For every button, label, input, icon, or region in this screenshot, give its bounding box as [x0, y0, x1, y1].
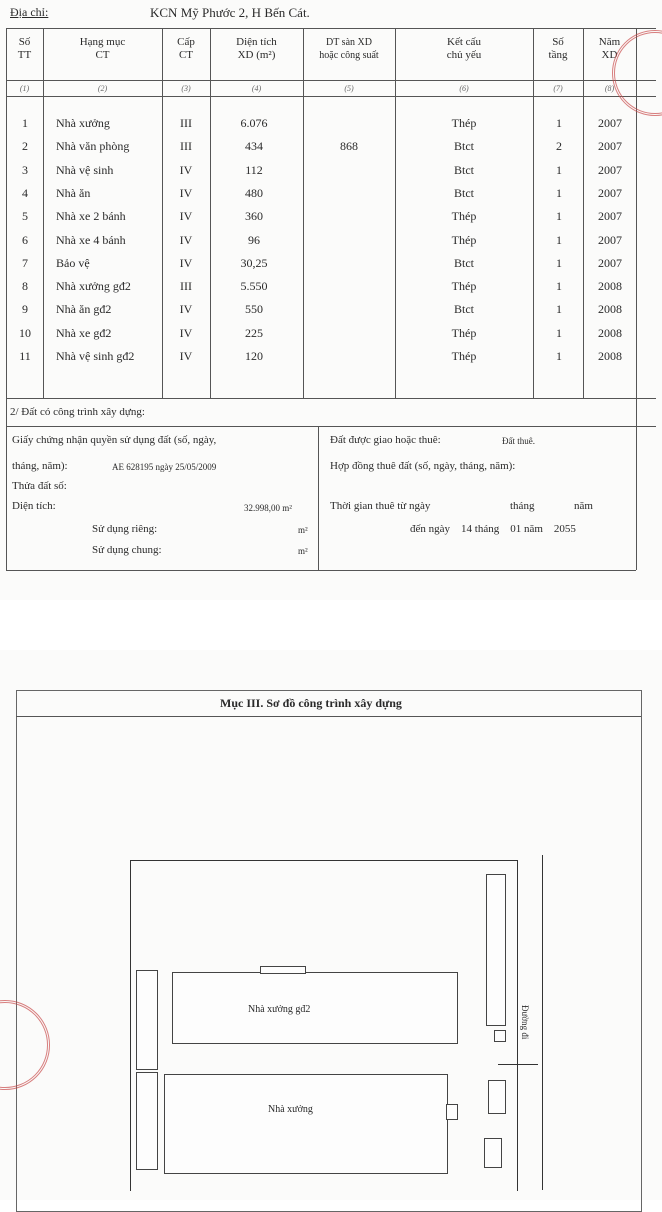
- row-grade: IV: [179, 232, 193, 247]
- row-stt: 1: [22, 116, 28, 130]
- row-area: 112: [245, 162, 263, 177]
- header-structure: Kết cấu chủ yếu: [446, 36, 482, 61]
- area-label: Diện tích:: [12, 500, 56, 512]
- column-index: (3): [181, 84, 191, 93]
- private-use-unit: m²: [298, 525, 308, 535]
- certificate-label-2: tháng, năm):: [12, 460, 68, 472]
- row-structure: Btct: [454, 255, 474, 270]
- row-grade: IV: [179, 162, 193, 177]
- row-area: 434: [245, 139, 263, 154]
- shared-use-label: Sử dụng chung:: [92, 544, 162, 556]
- row-structure: Thép: [451, 232, 477, 247]
- row-structure: Thép: [451, 325, 477, 340]
- header-year: Năm XD: [598, 36, 621, 61]
- row-year: 2007: [598, 185, 622, 200]
- header-divider: [6, 80, 656, 81]
- row-stt: 10: [19, 325, 31, 340]
- row-floor-area: 868: [340, 139, 358, 154]
- building-workshop: [164, 1074, 448, 1174]
- index-divider: [6, 96, 656, 97]
- lease-from-month: tháng: [510, 500, 535, 512]
- row-grade: IV: [179, 255, 193, 270]
- row-area: 480: [245, 185, 263, 200]
- row-stt: 8: [22, 279, 28, 294]
- header-grade: Cấp CT: [177, 36, 195, 61]
- row-year: 2008: [598, 302, 622, 317]
- row-floors: 1: [556, 162, 562, 177]
- lease-from-year: năm: [574, 500, 593, 512]
- shed-left-top: [136, 970, 158, 1070]
- shed-left-bottom: [136, 1072, 158, 1170]
- row-structure: Thép: [451, 116, 477, 130]
- table-top-border: [6, 28, 656, 29]
- small-building: [484, 1138, 502, 1168]
- row-structure: Thép: [451, 279, 477, 294]
- document-page-1: [0, 0, 662, 600]
- row-floors: 1: [556, 185, 562, 200]
- row-grade: IV: [179, 185, 193, 200]
- row-grade: IV: [179, 349, 193, 363]
- row-grade: III: [180, 279, 192, 294]
- row-year: 2007: [598, 162, 622, 177]
- row-floors: 1: [556, 279, 562, 294]
- row-area: 225: [245, 325, 263, 340]
- row-stt: 3: [22, 162, 28, 177]
- row-floors: 1: [556, 232, 562, 247]
- header-area: Diện tích XD (m²): [236, 36, 277, 61]
- row-name: Nhà xe gđ2: [56, 325, 112, 340]
- allocation-label: Đất được giao hoặc thuê:: [330, 434, 441, 446]
- area-value: 32.998,00 m²: [244, 503, 292, 513]
- row-stt: 2: [22, 139, 28, 154]
- building-workshop-phase2-label: Nhà xưởng gđ2: [248, 1004, 311, 1015]
- row-year: 2008: [598, 349, 622, 363]
- row-grade: III: [180, 139, 192, 154]
- allocation-value: Đất thuê.: [502, 436, 535, 446]
- column-index: (2): [97, 84, 108, 93]
- certificate-value: AE 628195 ngày 25/05/2009: [112, 462, 217, 472]
- address-value: KCN Mỹ Phước 2, H Bến Cát.: [150, 5, 310, 20]
- shed-right: [486, 874, 506, 1026]
- column-index: (7): [553, 84, 563, 93]
- shared-use-unit: m²: [298, 546, 308, 556]
- row-year: 2007: [598, 139, 622, 154]
- row-name: Nhà ăn gđ2: [56, 302, 112, 317]
- row-grade: IV: [179, 209, 193, 224]
- row-area: 120: [245, 349, 263, 363]
- row-stt: 5: [22, 209, 28, 224]
- section2-divider: [6, 426, 656, 427]
- row-floors: 1: [556, 116, 562, 130]
- row-name: Nhà xưởng gđ2: [56, 279, 131, 294]
- section2-col-divider: [318, 426, 319, 570]
- column-index: (6): [459, 84, 469, 93]
- row-grade: IV: [179, 325, 193, 340]
- building-workshop-label: Nhà xưởng: [268, 1104, 313, 1115]
- column-index: (8): [604, 84, 615, 93]
- road-label: Đường đi: [520, 1005, 530, 1040]
- row-structure: Btct: [454, 139, 474, 154]
- row-area: 550: [245, 302, 263, 317]
- row-structure: Btct: [454, 162, 474, 177]
- diagram-title-divider: [16, 716, 641, 717]
- row-area: 96: [248, 232, 260, 247]
- row-name: Nhà văn phòng: [56, 139, 130, 154]
- row-structure: Thép: [451, 349, 477, 363]
- road-line: [542, 855, 543, 1190]
- row-area: 30,25: [240, 255, 268, 270]
- private-use-label: Sử dụng riêng:: [92, 523, 158, 535]
- column-index: (1): [19, 84, 30, 93]
- header-floor-area: DT sàn XD hoặc công suất: [319, 37, 379, 61]
- header-stt: Số TT: [17, 36, 32, 61]
- row-year: 2008: [598, 279, 622, 294]
- row-floors: 1: [556, 255, 562, 270]
- row-grade: III: [180, 116, 192, 130]
- section-title-land: 2/ Đất có công trình xây dựng:: [10, 406, 145, 418]
- row-area: 6.076: [240, 116, 268, 130]
- row-year: 2007: [598, 232, 622, 247]
- address-label: Địa chỉ:: [10, 5, 49, 19]
- row-year: 2008: [598, 325, 622, 340]
- document-page-2: [0, 650, 662, 1200]
- road-connector: [498, 1064, 538, 1065]
- row-floors: 1: [556, 349, 562, 363]
- table-left-border: [6, 28, 7, 570]
- building-workshop-phase2: [172, 972, 458, 1044]
- row-structure: Btct: [454, 302, 474, 317]
- row-stt: 4: [22, 185, 28, 200]
- header-floors: Số tầng: [548, 36, 568, 61]
- row-name: Nhà vệ sinh gđ2: [56, 349, 135, 363]
- annex-small: [260, 966, 306, 974]
- row-floors: 1: [556, 209, 562, 224]
- row-name: Nhà ăn: [56, 185, 91, 200]
- plot-label: Thửa đất số:: [12, 480, 67, 492]
- row-structure: Btct: [454, 185, 474, 200]
- header-name: Hạng mục CT: [79, 36, 126, 61]
- lease-contract-label: Hợp đồng thuê đất (số, ngày, tháng, năm):: [330, 460, 516, 472]
- page-gap: [0, 600, 662, 650]
- row-name: Nhà xưởng: [56, 116, 110, 130]
- certificate-label: Giấy chứng nhận quyền sử dụng đất (số, ngày,: [12, 434, 217, 446]
- row-year: 2007: [598, 209, 622, 224]
- row-stt: 9: [22, 302, 28, 317]
- annex-door: [446, 1104, 458, 1120]
- row-name: Nhà vệ sinh: [56, 162, 114, 177]
- row-stt: 11: [19, 349, 31, 363]
- row-grade: IV: [179, 302, 193, 317]
- row-name: Bảo vệ: [56, 255, 90, 270]
- section2-bottom-border: [6, 570, 636, 571]
- row-year: 2007: [598, 116, 622, 130]
- row-year: 2007: [598, 255, 622, 270]
- row-floors: 1: [556, 302, 562, 317]
- row-area: 5.550: [240, 279, 268, 294]
- diagram-title: Mục III. Sơ đồ công trình xây dựng: [220, 696, 402, 710]
- lease-to-text: đến ngày 14 tháng 01 năm 2055: [410, 523, 576, 535]
- lease-from-label: Thời gian thuê từ ngày: [330, 500, 431, 512]
- column-index: (5): [344, 84, 354, 93]
- row-floors: 1: [556, 325, 562, 340]
- row-name: Nhà xe 2 bánh: [56, 209, 126, 224]
- row-structure: Thép: [451, 209, 477, 224]
- row-stt: 7: [22, 255, 28, 270]
- row-stt: 6: [22, 232, 28, 247]
- row-area: 360: [245, 209, 263, 224]
- row-name: Nhà xe 4 bánh: [56, 232, 126, 247]
- row-floors: 2: [556, 139, 562, 154]
- table-bottom-border: [6, 398, 656, 399]
- small-building: [488, 1080, 506, 1114]
- guard-house: [494, 1030, 506, 1042]
- column-index: (4): [251, 84, 262, 93]
